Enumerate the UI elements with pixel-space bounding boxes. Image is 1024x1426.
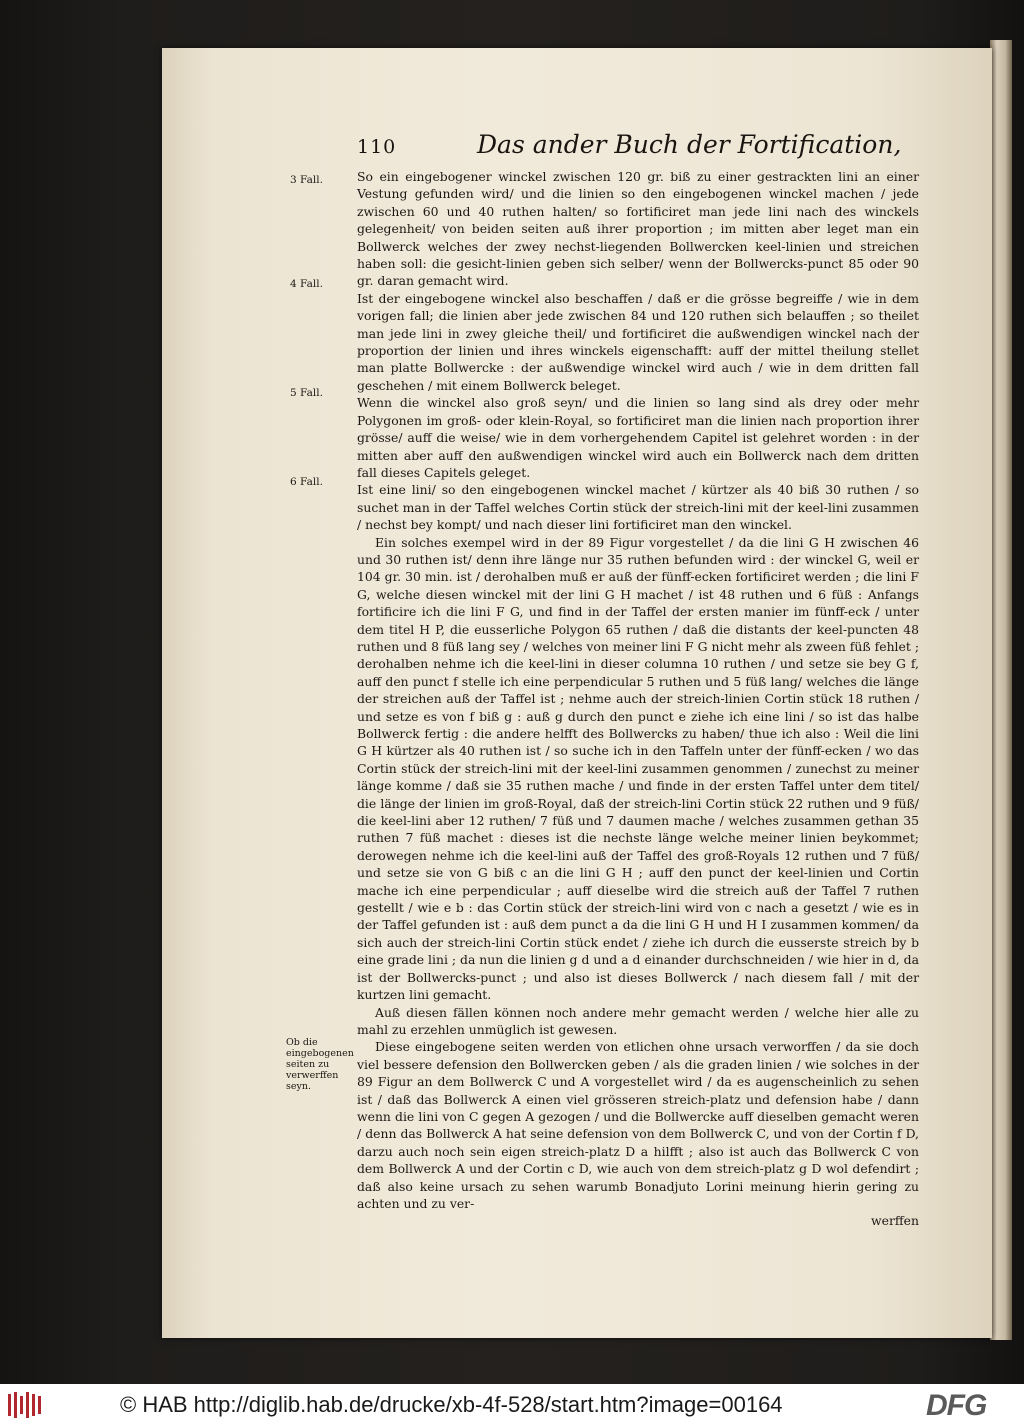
paragraph: Auß diesen fällen können noch andere mehr gemacht werden / welche hier alle zu mahl zu erzehlen unmüglich ist gewesen.	[357, 1004, 919, 1037]
paragraph: Ist eine lini/ so den eingebogenen winckel machet / kürtzer als 40 biß 30 ruthen / so suchet man in der Taffel welches Cortin stück der streich-lini mit der keel-lini zusammen / nechst bey kompt/ und nach dieser lini fortificiret man den winckel.	[357, 482, 919, 533]
page-edge	[990, 40, 1012, 1340]
footer-bar	[0, 1384, 1024, 1426]
margin-note-fall-4: 4 Fall.	[290, 278, 323, 290]
paragraph: Ein solches exempel wird in der 89 Figur vorgestellet / da die lini G H zwischen 46 und 30 ruthen ist/ denn ihre länge nur 35 ruthen befunden wird : der winckel G, weil er 104 gr. 30 min. ist / derohalben muß er auß der fünff-ecken fortificiret werden ; die lini F G, welche diesen winckel mit der lini G H machet / ist 48 ruthen und 6 füß : Anfangs fortificire ich die lini F G, und find in der Taffel der ersten manier im fünff-eck / unter dem titel H P, die eusserliche Polygon 65 ruthen / daß die distants der keel-puncten 48 ruthen und 8 füß lang sey / welches von meiner lini F G nicht mehr als zween füß fehlet ; derohalben nehme ich die keel-lini in dieser columna 10 ruthen / und setze sie bey G f, auff den punct f stelle ich eine perpendicular 5 ruthen und 5 füß lang/ welches die länge der streichen auß der Taffel ist ; nehme auch der streich-linien Cortin stück 18 ruthen / und setze es von f biß g : auß g durch den punct e ziehe ich eine lini / so ist das halbe Bollwerck fertig : die andere helfft des Bollwercks zu haben/ thue ich also : Weil die lini G H kürtzer als 40 ruthen ist / so suche ich in den Taffeln unter der fünff-ecken / wo das Cortin stück der streich-lini mit der keel-lini zusammen genommen / zunechst zu meiner länge komme / daß sie 35 ruthen mache / und finde in der ersten Taffel unter dem titel/ die länge der linien im groß-Royal, daß der streich-lini Cortin stück 22 ruthen und 9 füß/ die keel-lini aber 12 ruthen/ 7 füß und 7 daumen mache / welches zusammen gethan 35 ruthen 7 füß machet : dieses ist die nechste länge welche meiner linien beykommet; derowegen nehme ich die keel-lini auß der Taffel des groß-Royals 12 ruthen und 7 füß/ und setze sie von G biß c an die lini G H ; auff den punct der keel-linien und Cortin mache ich eine perpendicular ; auff dieselbe wird die streich auß der Taffel 7 ruthen gestellt / wie e b : das Cortin stück der streich-lini wird von c nach a gesetzt / wie es in der Taffel gefunden ist : auß dem punct a da die lini G H und H I zusammen kommen/ da sich auch der streich-lini Cortin stück endet / ziehe ich durch die eusserste streich by b eine grade lini ; da nun die linien g d und a d einander durchschneiden / wie hier in d, da ist der Bollwercks-punct ; und also ist dieses Bollwerck / nach diesem fall / mit der kurtzen lini gemacht.	[357, 534, 919, 1003]
dfg-logo: DFG	[926, 1389, 987, 1422]
running-title: Das ander Buch der Fortification,	[477, 130, 902, 159]
library-logo-icon	[6, 1390, 46, 1420]
margin-note-fall-5: 5 Fall.	[290, 387, 323, 399]
page-number: 110	[357, 136, 397, 158]
margin-note-fall-3: 3 Fall.	[290, 174, 323, 186]
margin-note-eingebogene-seiten: Ob die eingebogenen seiten zu verwerffen seyn.	[286, 1037, 354, 1092]
paragraph: So ein eingebogener winckel zwischen 120 gr. biß zu einer gestrackten lini an einer Vestung gefunden wird/ und die linien so den eingebogenen winckel machen / jede zwischen 60 und 40 ruthen halten/ so fortificiret man jede lini nach des winckels gelegenheit/ von beiden seiten auß ihrer proportion ; im mitten aber leget man ein Bollwerck welches der zwey nechst-liegenden Bollwercken keel-linien und streichen haben soll: die gesicht-linien geben sich selber/ wenn der Bollwercks-punct 85 oder 90 gr. daran gemacht wird.	[357, 169, 919, 289]
page-header	[357, 128, 902, 168]
paragraph: Diese eingebogene seiten werden von etlichen ohne ursach verworffen / da sie doch viel bessere defension den Bollwercken geben / als die graden linien / wie solches in der 89 Figur an dem Bollwerck C und A vorgestellet wird / da es augenscheinlich zu sehen ist / daß das Bollwerck A einen viel grösseren streich-platz und defension habe / dann wenn die lini von C gegen A gezogen / und die Bollwercke auff dieselben gemacht weren / denn das Bollwerck A hat seine defension von dem Bollwerck C, und von der Cortin f D, darzu auch noch sein eigen streich-platz D a hilfft ; also ist auch das Bollwerck C von dem Bollwerck A und der Cortin c D, wie auch von dem streich-platz g D wol defendirt ; daß also keine ursach zu sehen warumb Bonadjuto Lorini meinung hierin gering zu achten und zu ver-	[357, 1039, 919, 1211]
copyright-link[interactable]: © HAB http://diglib.hab.de/drucke/xb-4f-528/start.htm?image=00164	[120, 1392, 783, 1417]
paragraph: Ist der eingebogene winckel also beschaffen / daß er die grösse begreiffe / wie in dem vorigen fall; die linien aber jede zwischen 84 und 120 ruthen sich belauffen ; so theilet man jede lini in zwey gleiche theil/ und fortificiret die außwendigen winckel nach der proportion der linien und ihres winckels eigenschafft: auff der mittel theilung stellet man platte Bollwercke : der außwendige winckel wird auch / wie in dem dritten fall geschehen / mit einem Bollwerck beleget.	[357, 290, 919, 393]
body-text	[357, 168, 919, 1230]
catchword: werffen	[871, 1213, 919, 1229]
paragraph: Wenn die winckel also groß seyn/ und die linien so lang sind als drey oder mehr Polygonen im groß- oder klein-Royal, so fortificiret man die linien nach proportion ihrer grösse/ auff die weise/ wie in dem vorhergehendem Capitel ist gelehret worden : in der mitten aber auff den außwendigen winckel wird auch ein Bollwerck nach dem dritten fall dieses Capitels geleget.	[357, 395, 919, 480]
margin-note-fall-6: 6 Fall.	[290, 476, 323, 488]
